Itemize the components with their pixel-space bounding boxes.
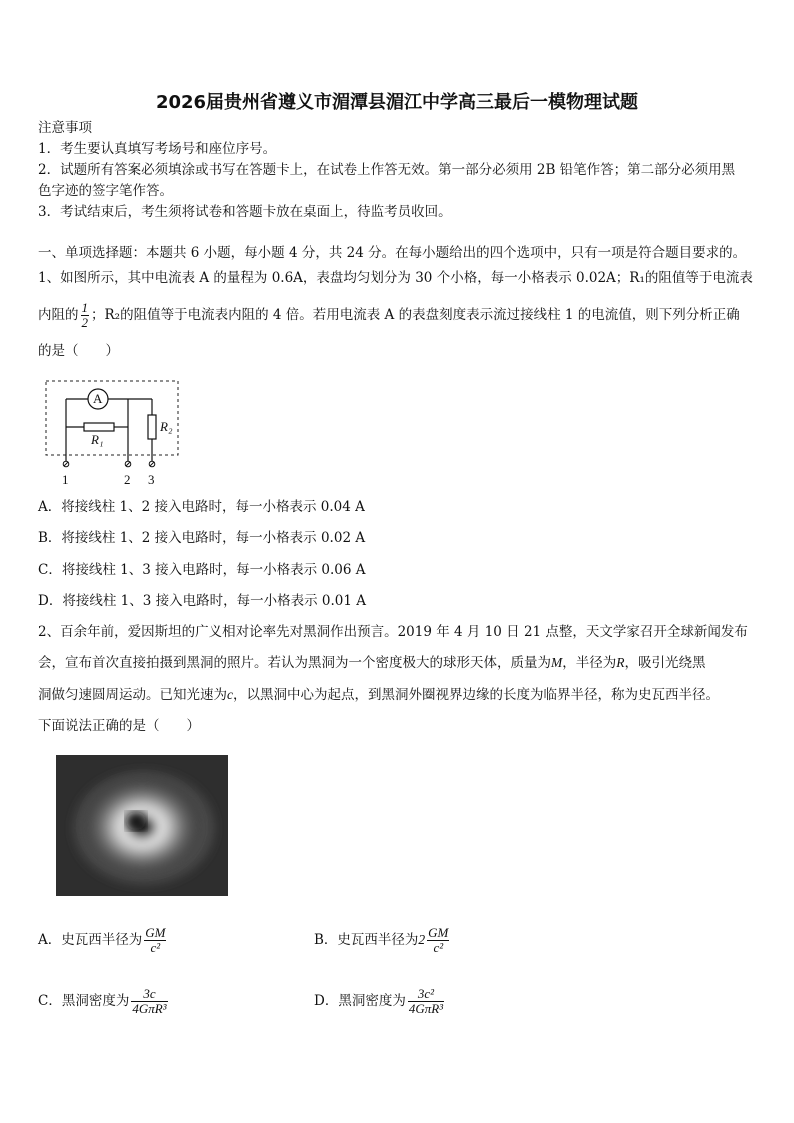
- q2-option-d-den: 4GπR³: [408, 1001, 444, 1016]
- q1-option-c: C．将接线柱 1、3 接入电路时，每一小格表示 0.06 A: [38, 562, 366, 578]
- q2-option-a-text: A．史瓦西半径为: [38, 932, 143, 948]
- q2-option-c-num: 3c: [131, 987, 167, 1002]
- var-m: M: [551, 655, 563, 670]
- q2-option-b-den: c²: [433, 940, 444, 955]
- q1-line-3: 的是（ ）: [38, 343, 119, 359]
- q2-option-c-fraction: [131, 987, 167, 1016]
- q2-option-c: [38, 983, 170, 1019]
- q1-option-d: D．将接线柱 1、3 接入电路时，每一小格表示 0.01 A: [38, 593, 366, 609]
- page-title: 2026届贵州省遵义市湄潭县湄江中学高三最后一模物理试题: [155, 92, 639, 113]
- q2-line-1: 2、百余年前，爱因斯坦的广义相对论率先对黑洞作出预言。2019 年 4 月 10 日 21 点整，天文学家召开全球新闻发布: [38, 624, 748, 640]
- notice-item-2a: 2．试题所有答案必须填涂或书写在答题卡上，在试卷上作答无效。第一部分必须用 2B 铅笔作答；第二部分必须用黑: [38, 162, 736, 178]
- q2-option-b: [314, 922, 451, 958]
- q2-line-2-mid: ，半径为: [562, 655, 617, 671]
- q1-option-a: A．将接线柱 1、2 接入电路时，每一小格表示 0.04 A: [38, 499, 365, 515]
- terminal-3-label: 3: [148, 472, 155, 487]
- q2-option-d-num: 3c²: [408, 987, 444, 1002]
- q2-option-c-den: 4GπR³: [132, 1001, 167, 1016]
- q2-option-d-text: D．黑洞密度为: [314, 993, 406, 1009]
- q2-option-b-text: B．史瓦西半径为: [314, 932, 419, 948]
- q2-option-c-text: C．黑洞密度为: [38, 993, 130, 1009]
- terminal-2-label: 2: [124, 472, 131, 487]
- q1-option-b: B．将接线柱 1、2 接入电路时，每一小格表示 0.02 A: [38, 530, 366, 546]
- terminal-1-label: 1: [62, 472, 69, 487]
- notice-heading: 注意事项: [38, 120, 92, 136]
- q2-line-4: 下面说法正确的是（ ）: [38, 718, 200, 734]
- fraction-den: 2: [81, 315, 88, 330]
- q2-option-d-fraction: [408, 987, 444, 1016]
- notice-item-1: 1．考生要认真填写考场号和座位序号。: [38, 141, 277, 157]
- q1-line-2: [38, 296, 740, 334]
- q2-option-a-den: c²: [150, 940, 161, 955]
- q2-line-3-pre: 洞做匀速圆周运动。已知光速为: [38, 687, 227, 703]
- black-hole-image: [56, 755, 228, 896]
- q2-line-2: [38, 653, 706, 673]
- q1-line-1: 1、如图所示，其中电流表 A 的量程为 0.6A，表盘均匀划分为 30 个小格，每一小格表示 0.02A；R₁的阻值等于电流表: [38, 270, 753, 286]
- q2-line-2-post: ，吸引光绕黑: [624, 655, 706, 671]
- event-horizon-shadow: [126, 812, 146, 830]
- ammeter-label: A: [93, 391, 103, 406]
- q1-line-2-post: ；R₂的阻值等于电流表内阻的 4 倍。若用电流表 A 的表盘刻度表示流过接线柱 1 的电流值，则下列分析正确: [91, 307, 740, 323]
- section-heading: 一、单项选择题：本题共 6 小题，每小题 4 分，共 24 分。在每小题给出的四个选项中，只有一项是符合题目要求的。: [38, 245, 747, 261]
- q2-line-3-post: ，以黑洞中心为起点，到黑洞外圈视界边缘的长度为临界半径，称为史瓦西半径。: [233, 687, 719, 703]
- q2-option-b-num: GM: [428, 925, 449, 940]
- q2-option-a: [38, 922, 168, 958]
- r1-resistor: [84, 423, 114, 431]
- q2-option-b-coef: 2: [418, 932, 426, 947]
- notice-item-2b: 色字迹的签字笔作答。: [38, 183, 173, 199]
- q2-line-3: [38, 685, 719, 705]
- r2-label: R₂: [160, 419, 173, 434]
- r2-resistor: [148, 415, 156, 439]
- q1-line-2-pre: 内阻的: [38, 307, 79, 323]
- notice-item-3: 3．考试结束后，考生须将试卷和答题卡放在桌面上，待监考员收回。: [38, 204, 452, 220]
- q2-option-b-fraction: [427, 926, 449, 955]
- q2-option-a-fraction: [144, 926, 166, 955]
- r1-label: R₁: [91, 432, 104, 447]
- var-c: c: [227, 687, 233, 702]
- fraction-half: [81, 301, 90, 330]
- var-r: R: [616, 655, 625, 670]
- q2-line-2-pre: 会，宣布首次直接拍摄到黑洞的照片。若认为黑洞为一个密度极大的球形天体，质量为: [38, 655, 551, 671]
- q2-option-a-num: GM: [145, 925, 166, 940]
- fraction-num: 1: [81, 300, 88, 315]
- q2-option-d: [314, 983, 446, 1019]
